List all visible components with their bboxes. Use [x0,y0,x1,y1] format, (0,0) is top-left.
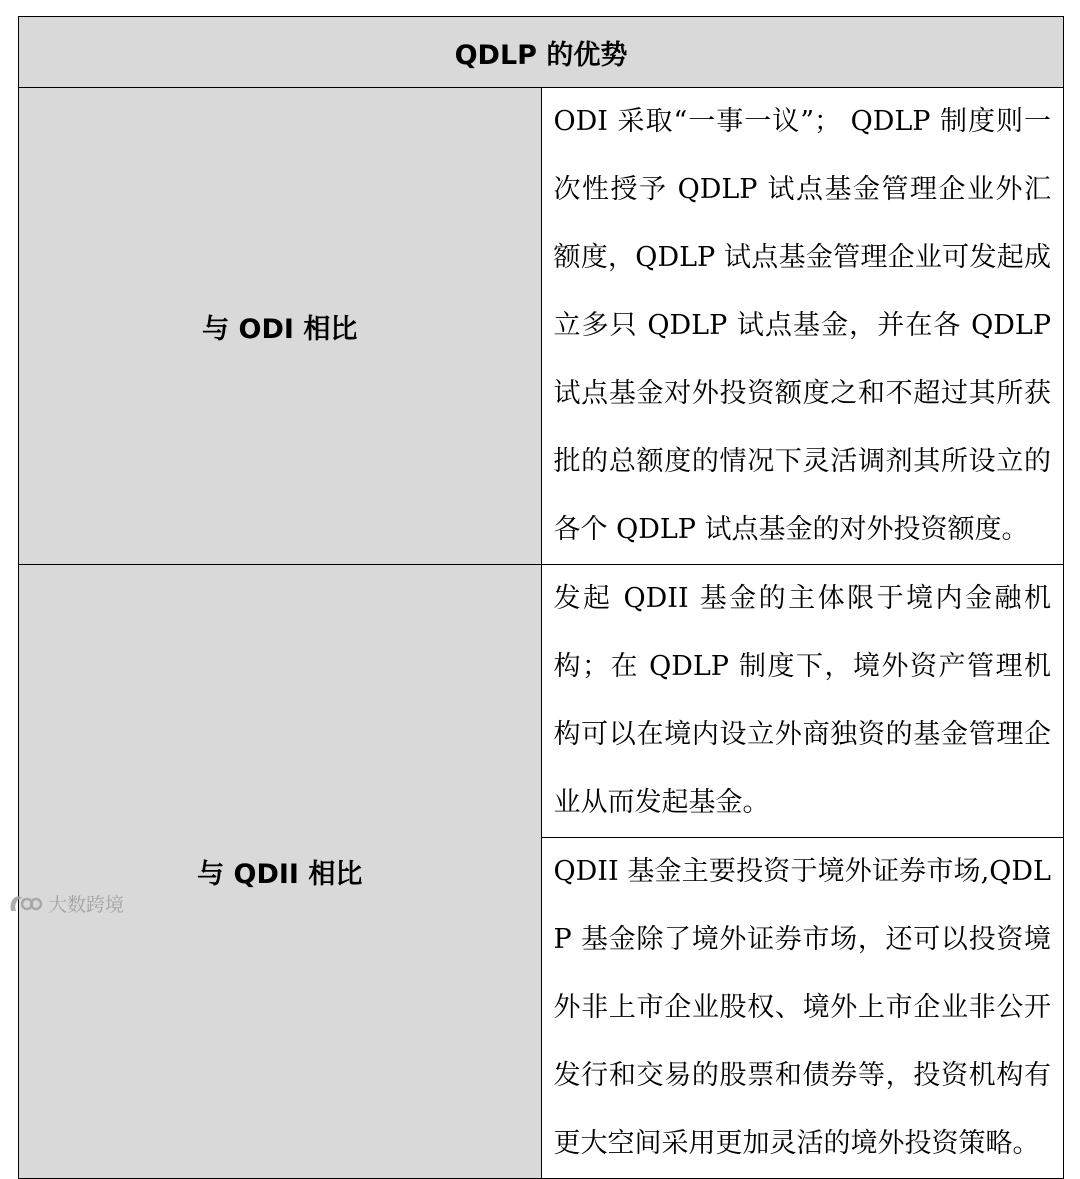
table-row-qdii [19,565,1064,838]
brand-logo-icon [8,893,42,915]
table-row-odi [19,88,1064,565]
watermark [8,890,124,917]
qdlp-advantages-table [18,16,1064,1179]
row-content-qdii-1: 发起 QDII 基金的主体限于境内金融机构；在 QDLP 制度下，境外资产管理机构可以在境内设立外商独资的基金管理企业从而发起基金。 [541,565,1064,838]
table-title: QDLP 的优势 [19,17,1064,88]
row-content-odi: ODI 采取“一事一议”； QDLP 制度则一次性授予 QDLP 试点基金管理企业外汇额度，QDLP 试点基金管理企业可发起成立多只 QDLP 试点基金，并在各 QDLP 试点基金对外投资额度之和不超过其所获批的总额度的情况下灵活调剂其所设立的各个 QDLP 试点基金的对外投资额度。 [541,88,1064,565]
table-header-row [19,17,1064,88]
row-label-qdii: 与 QDII 相比 [19,565,542,1179]
watermark-text: 大数跨境 [48,894,125,916]
row-label-odi: 与 ODI 相比 [19,88,542,565]
row-content-qdii-2: QDII 基金主要投资于境外证券市场,QDLP 基金除了境外证券市场，还可以投资境外非上市企业股权、境外上市企业非公开发行和交易的股票和债券等，投资机构有更大空间采用更加灵活的境外投资策略。 [541,838,1064,1179]
